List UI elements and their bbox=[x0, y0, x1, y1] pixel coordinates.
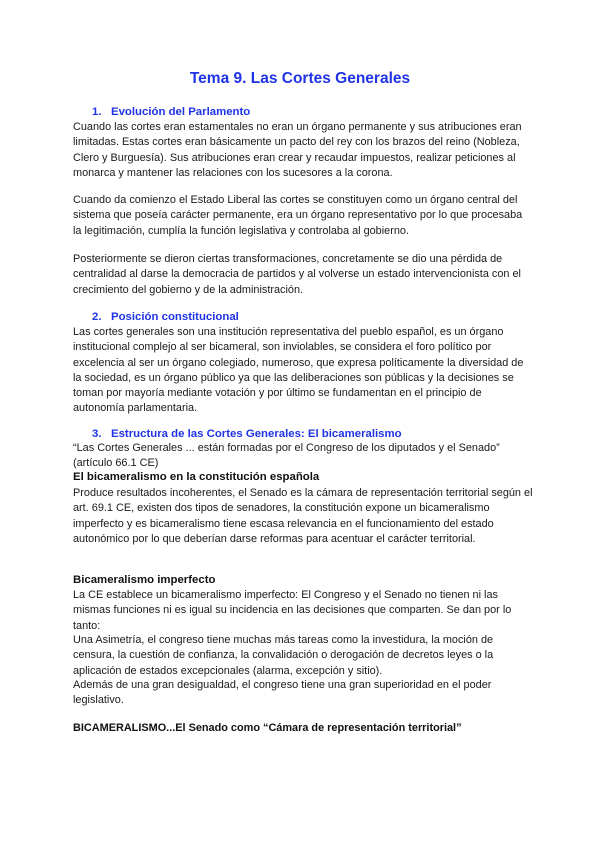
paragraph: Posteriormente se dieron ciertas transformaciones, concretamente se dio una pérdida de centralidad al darse la democracia de partidos y al volverse un estado intervencionista con el crecimiento del gobierno y de la administración. bbox=[73, 253, 521, 296]
final-heading: BICAMERALISMO...El Senado como “Cámara de representación territorial” bbox=[73, 722, 462, 734]
paragraph: Produce resultados incoherentes, el Senado es la cámara de representación territorial según el art. 69.1 CE, existen dos tipos de senadores, la constitución expone un bicameralismo imperfecto y es bicameralismo tiene escasa relevancia en el funcionamiento del estado autonómico por lo que deberían darse reformas para acentuar el carácter territorial. bbox=[73, 487, 533, 545]
paragraph: Una Asimetría, el congreso tiene muchas más tareas como la investidura, la moción de censura, la cuestión de confianza, la convalidación o derogación de decretos leyes o la aplicación de estados excepcionales (alarma, excepción y sitio). bbox=[73, 634, 494, 677]
page-title: Tema 9. Las Cortes Generales bbox=[189, 70, 411, 87]
quote: “Las Cortes Generales ... están formadas por el Congreso de los diputados y el Senado” (artículo 66.1 CE) bbox=[73, 442, 500, 470]
section-number: 3. bbox=[92, 428, 102, 440]
section-title: Evolución del Parlamento bbox=[111, 106, 251, 118]
section-heading-2 bbox=[92, 311, 239, 323]
section-heading-3 bbox=[92, 428, 402, 440]
paragraph: La CE establece un bicameralismo imperfecto: El Congreso y el Senado no tienen ni las mismas funciones ni es igual su incidencia en las decisiones que comparten. Se dan por lo tanto: bbox=[73, 589, 512, 632]
paragraph: Además de una gran desigualdad, el congreso tiene una gran superioridad en el poder legislativo. bbox=[73, 679, 492, 707]
section-heading-1 bbox=[92, 106, 250, 118]
subsection-heading: El bicameralismo en la constitución española bbox=[73, 471, 320, 483]
subsection-heading: Bicameralismo imperfecto bbox=[73, 574, 216, 586]
section-number: 1. bbox=[92, 106, 102, 118]
section-title: Posición constitucional bbox=[111, 311, 239, 323]
section-number: 2. bbox=[92, 311, 102, 323]
paragraph: Las cortes generales son una institución representativa del pueblo español, es un órgano institucional complejo al ser bicameral, son inviolables, se considera el foro político por excelencia al ser un órgano colegiado, numeroso, que expresa políticamente la diversidad de la sociedad, es un órgano público ya que las deliberaciones son públicas y la decisiones se toman por mayoría mediante votación y por último se fundamentan en el principio de autonomía parlamentaria. bbox=[73, 326, 524, 415]
paragraph: Cuando las cortes eran estamentales no eran un órgano permanente y sus atribuciones eran limitadas. Estas cortes eran básicamente un pacto del rey con los brazos del reino (Nobleza, Clero y Burguesía). Sus atribuciones eran crear y recaudar impuestos, realizar peticiones al monarca y mantener las relaciones con los sucesores a la corona. bbox=[73, 121, 522, 179]
paragraph: Cuando da comienzo el Estado Liberal las cortes se constituyen como un órgano central del sistema que poseía carácter permanente, era un órgano representativo por lo que procesaba la legitimación, cumplía la función legislativa y controlaba al gobierno. bbox=[73, 194, 523, 237]
section-title: Estructura de las Cortes Generales: El bicameralismo bbox=[111, 428, 402, 440]
